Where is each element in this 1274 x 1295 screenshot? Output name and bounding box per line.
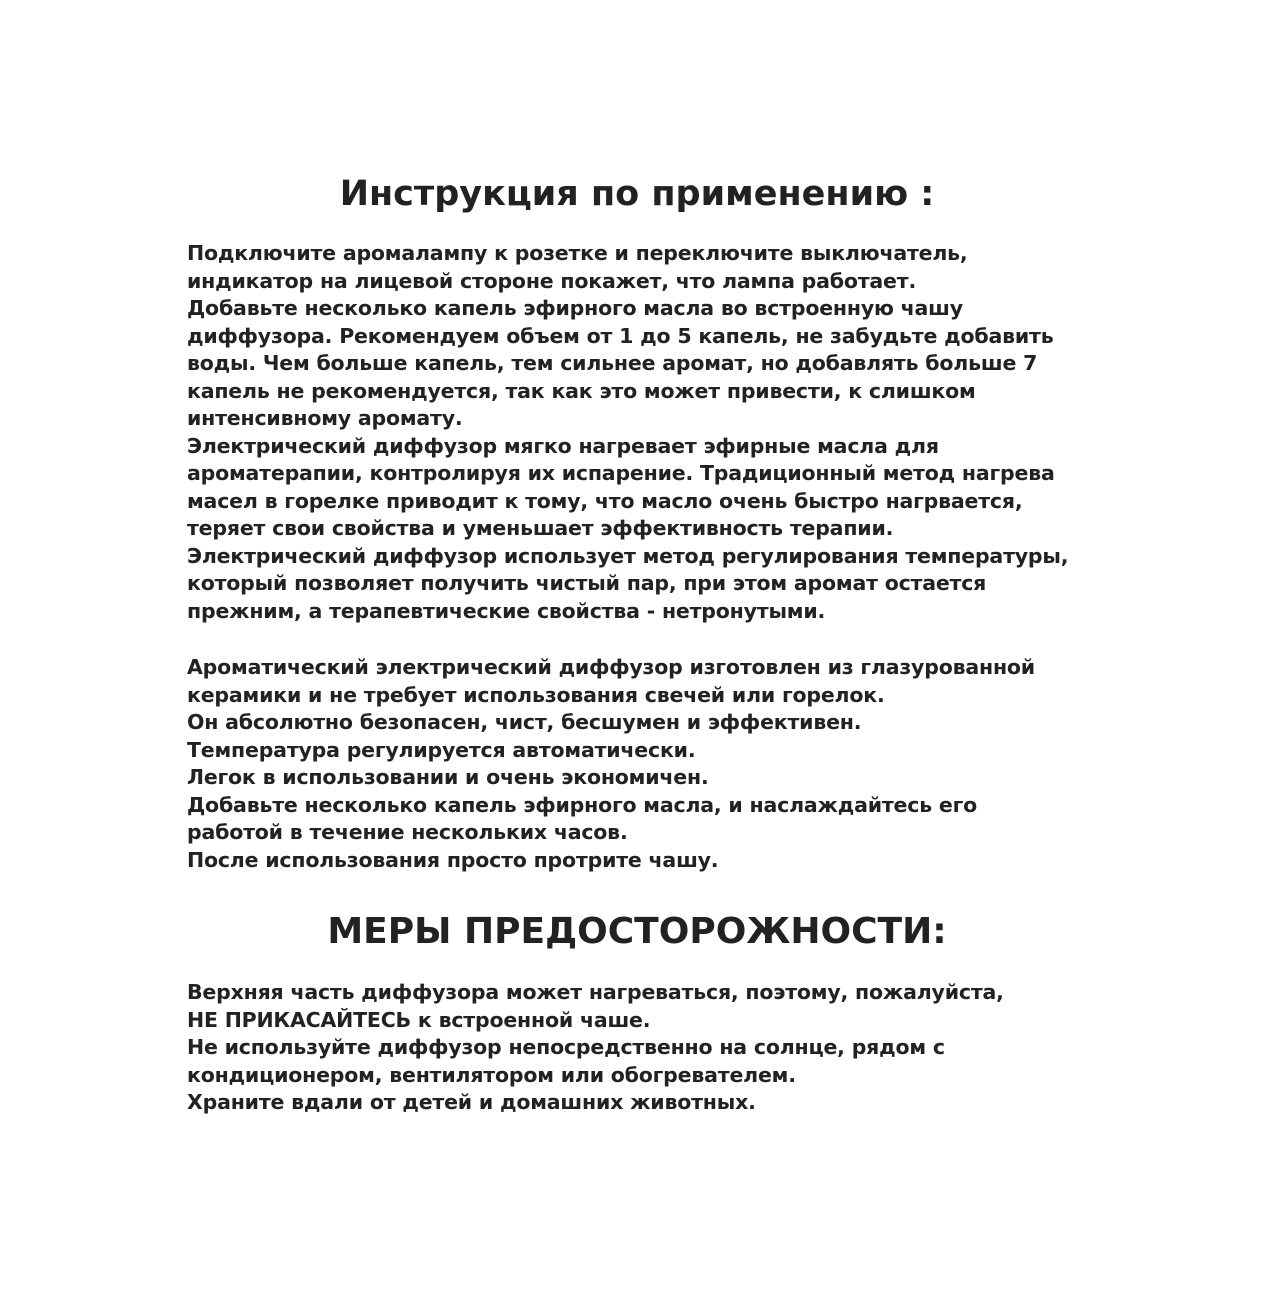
text-line: кондиционером, вентилятором или обогревателем.	[187, 1062, 796, 1087]
text-line: прежним, а терапевтические свойства - нетронутыми.	[187, 598, 826, 623]
instructions-title: Инструкция по применению :	[339, 174, 935, 214]
text-line: индикатор на лицевой стороне покажет, что лампа работает.	[187, 268, 917, 293]
text-line: масел в горелке приводит к тому, что масло очень быстро нагрвается,	[187, 488, 1023, 513]
text-line: Легок в использовании и очень экономичен.	[187, 765, 709, 789]
text-line: Не используйте диффузор непосредственно на солнце, рядом с	[187, 1035, 945, 1059]
text-line: НЕ ПРИКАСАЙТЕСЬ к встроенной чаше.	[187, 1007, 651, 1032]
text-line: диффузора. Рекомендуем объем от 1 до 5 капель, не забудьте добавить	[187, 323, 1054, 348]
precautions-text	[187, 979, 1187, 1117]
text-line: Добавьте несколько капель эфирного масла, и наслаждайтесь его	[187, 792, 978, 817]
text-line: капель не рекомендуется, так как это может привести, к слишком	[187, 378, 976, 403]
text-line: После использования просто протрите чашу.	[187, 847, 719, 872]
text-line: Электрический диффузор мягко нагревает эфирные масла для	[187, 433, 939, 458]
text-line: Добавьте несколько капель эфирного масла во встроенную чашу	[187, 296, 963, 320]
text-line: работой в течение нескольких часов.	[187, 820, 628, 844]
text-line: Температура регулируется автоматически.	[187, 737, 696, 762]
text-line: интенсивному аромату.	[187, 406, 463, 430]
text-line: Он абсолютно безопасен, чист, бесшумен и эффективен.	[187, 710, 862, 734]
features-text	[187, 654, 1187, 874]
text-line: Подключите аромалампу к розетке и переключите выключатель,	[187, 241, 968, 265]
text-line: воды. Чем больше капель, тем сильнее аромат, но добавлять больше 7	[187, 351, 1038, 375]
instructions-text	[187, 240, 1187, 625]
text-line: керамики и не требует использования свечей или горелок.	[187, 682, 885, 707]
text-line: Храните вдали от детей и домашних животных.	[187, 1090, 756, 1114]
text-line: который позволяет получить чистый пар, при этом аромат остается	[187, 571, 987, 595]
precautions-title: МЕРЫ ПРЕДОСТОРОЖНОСТИ:	[327, 911, 947, 952]
text-line: Электрический диффузор использует метод регулирования температуры,	[187, 543, 1069, 568]
text-line: Верхняя часть диффузора может нагреваться, поэтому, пожалуйста,	[187, 980, 1004, 1004]
text-line: теряет свои свойства и уменьшает эффективность терапии.	[187, 516, 894, 540]
text-line: ароматерапии, контролируя их испарение. Традиционный метод нагрева	[187, 461, 1055, 485]
text-line: Ароматический электрический диффузор изготовлен из глазурованной	[187, 655, 1035, 679]
